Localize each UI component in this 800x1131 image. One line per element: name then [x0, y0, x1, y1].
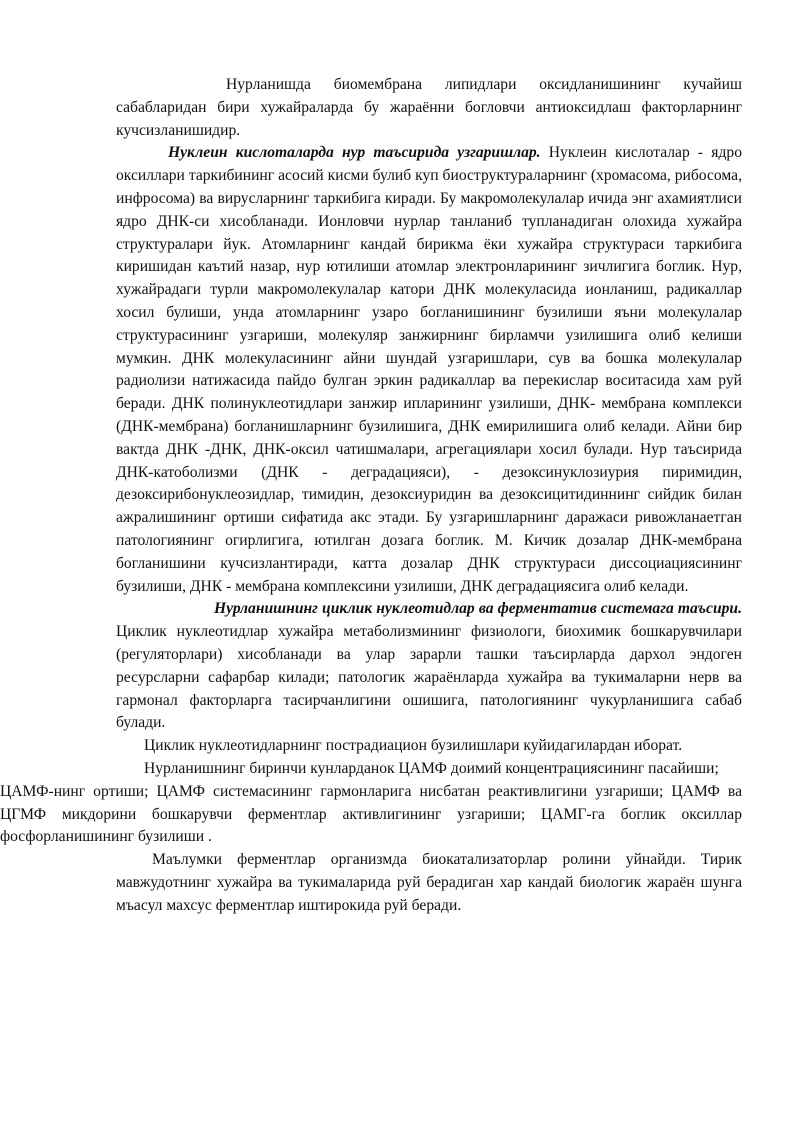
- paragraph-cyclic-nucleotides: [116, 598, 742, 735]
- paragraph-nucleic-acids-body: Нуклеин кислоталар - ядро оксиллари таркибининг асосий кисми булиб куп биоструктураларнинг (хромасома, рибосома, инфросома) ва вирусларнинг таркибига киради. Бу макромолекулалар ичида энг ахамиятлиси ядро ДНК-си хисобланади. Ионловчи нурлар танланиб тупланадиган олохида хужайра структуралари йук. Атомларнинг кандай бирикма ёки хужайра структураси таркибига киришидан каътий назар, нур ютилиши атомлар электронларининг зичлигига боглик. Нур, хужайрадаги турли макромолекулалар катори ДНК молекуласида ионланиш, радикаллар хосил булиши, унда атомларнинг узаро богланишининг бузилиши яъни молекулалар структурасининг узгариши, молекуляр занжирнинг бирламчи узилишига олиб келиши мумкин. ДНК молекуласининг айни шундай узгаришлари, сув ва бошка молекулалар радиолизи натижасида пайдо булган эркин радикаллар ва перекислар воситасида хам руй беради. ДНК полинуклеотидлари занжир ипларининг узилиши, ДНК- мембрана комплекси (ДНК-мембрана) богланишларнинг бузилишига, ДНК емирилишига олиб келади. Айни бир вактда ДНК -ДНК, ДНК-оксил чатишмалари, агрегациялари хосил булади. Нур таъсирида ДНК-катоболизми (ДНК - деградацияси), - дезоксинуклозиурия пиримидин, дезоксирибонуклеозидлар, тимидин, дезоксиуридин ва дезоксицитидиннинг сийдик билан ажралишининг ортиши сифатида акс этади. Бу узгаришларнинг даражаси ривожланаетган патологиянинг огирлигига, ютилган дозага боглик. М. Кичик дозалар ДНК-мембрана богланишини кучсизлантиради, катта дозалар ДНК структураси диссоциациясининг бузилиши, ДНК - мембрана комплексини узилиши, ДНК деградациясига олиб келади.: [116, 144, 742, 595]
- paragraph-cyclic-nucleotides-body: Циклик нуклеотидлар хужайра метаболизмининг физиологи, биохимик бошкарувчилари (регуляторлари) хисобланади ва улар зарарли ташки таъсирларда дархол эндоген ресурсларни сафарбар килади; патологик жараёнларда хужайра ва тукималарни нерв ва гармонал факторларга тасирчанлигини ошишига, патологиянинг чукурланишига сабаб булади.: [116, 623, 742, 732]
- list-intro: Циклик нуклеотидларнинг пострадиацион бузилишлари куйидагилардан иборат.: [144, 737, 683, 755]
- section-heading-nucleic-acids: Нуклеин кислоталарда нур таъсирида узгаришлар.: [168, 144, 541, 162]
- list-item-camp-decrease: Нурланишнинг биринчи кунларданок ЦАМФ доимий концентрациясининг пасайиши;: [144, 759, 719, 777]
- paragraph-enzymes: Маълумки ферментлар организмда биокатализаторлар ролини уйнайди. Тирик мавжудотнинг хужайра ва тукималарида руй берадиган хар кандай биологик жараён шунга мъасул махсус ферментлар иштирокида руй беради.: [116, 851, 742, 914]
- section-heading-cyclic-nucleotides: Нурланишнинг циклик нуклеотидлар ва ферментатив системага таъсири.: [214, 600, 742, 618]
- paragraph-lipid-oxidation: Нурланишда биомембрана липидлари оксидланишининг кучайиш сабабларидан бири хужайраларда бу жараённи богловчи антиоксидлаш факторларнинг кучсизланишидир.: [116, 76, 742, 139]
- post-radiation-list: [116, 735, 742, 781]
- list-item-camp-changes: ЦАМФ-нинг ортиши; ЦАМФ системасининг гармонларига нисбатан реактивлигини узгариши; ЦАМФ ва ЦГМФ микдорини бошкарувчи ферментлар активлигининг узгариши; ЦАМГ-га боглик оксиллар фосфорланишининг бузилиши .: [0, 782, 742, 846]
- document-page: [0, 74, 742, 917]
- paragraph-nucleic-acids: [116, 142, 742, 598]
